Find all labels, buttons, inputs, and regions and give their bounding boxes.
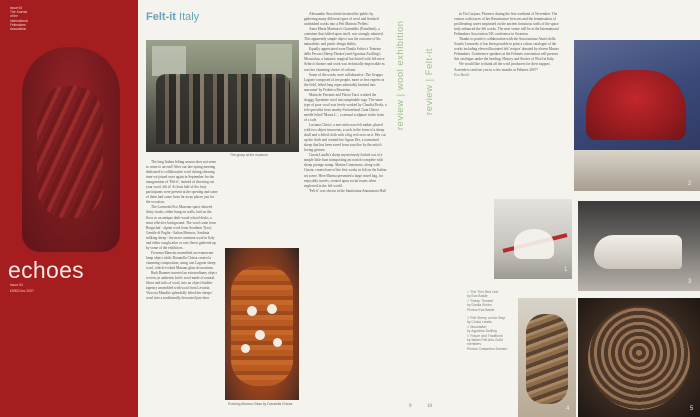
- photo-caption: Evolving Murano Glass by Donatella Chiesa: [228, 402, 293, 406]
- paragraph: Maria de Ferrante and Flavia Turci worked the shaggy Apennine wool into unspinable rugs. The same type of poor wool was freely worked by Claudia Pirola, a felt specialist from nearby Switzerland. Gaia Chirici needle felted 'Maura L.', a sensual sculpture in the form of a sole.: [304, 92, 387, 122]
- magazine-cover: [0, 0, 138, 417]
- glass-spot: [267, 304, 277, 314]
- section-label-left: review | wool exhibition: [395, 20, 406, 130]
- cover-tagline: [10, 6, 50, 31]
- paragraph: Thanks to positive collaboration with the Associazione Amici della Scuola Leonardo, it has been possible to print a colour catalogue of the works including eleven illustrated felt 'recipes' donated by eleven Master Feltmakers. Conference speakers at the Feltmex convention will present this catalogue under the heading: History and Stories of Wool in Italy.: [454, 37, 559, 62]
- cover-tag-line: International: [10, 18, 28, 23]
- credit-line: Photos Costantino Dolmen: [467, 346, 508, 351]
- cover-tag-line: Association: [10, 27, 27, 32]
- credit-line: by Danila Schiro: [467, 303, 492, 308]
- paragraph: Some of the works were collaborative. The Gruppo Lagone composed of ten people, more or less experts in the field, felted long ropes admirably knotted into macrame' by Federica Passerino.: [304, 72, 385, 92]
- cover-tag-line: Feltmakers: [10, 22, 26, 27]
- credit-line: by Agostina Zwilling: [467, 329, 497, 334]
- cover-artwork-texture: [37, 86, 103, 218]
- photo-number: 3: [688, 279, 692, 285]
- credit-line: 1 'The Thin Red Line': [467, 290, 499, 294]
- article-title-bold: Felt-it: [146, 11, 176, 23]
- paragraph: The Lorenzini Eco Museum space showed thirty works, either hung on walls, laid on the floor or on antique dark-wood school desks, a most effective background. The wool came from Bergschaf - alpine wool from Southern Tyrol, Gentile di Puglia - Italian Merinos, Sardinia milking sheep - the more common wool in Italy and either sought after or rare fleece gathered up by some of the exhibitors.: [146, 205, 217, 250]
- author-signature: Eva Basile: [454, 72, 470, 77]
- felt-hat: [586, 70, 686, 140]
- article-column-3: [454, 12, 560, 78]
- felt-vessel: [231, 266, 293, 386]
- page-number-right: 10: [427, 404, 432, 409]
- murano-glass-photo: [225, 248, 299, 400]
- credit-line: by Eva Basile: [467, 294, 488, 299]
- credit-line: 2 'Sheep Theatre': [467, 298, 494, 303]
- credit-line: Photos Eva Basile: [467, 307, 495, 312]
- white-form: [514, 229, 554, 259]
- credit-line: 5 'Future and Traditions': [467, 333, 504, 338]
- paragraph: Equally appreciated were Danila Schiro's Teatrino delle Pecore (Sheep Theatre) and Agostina Zwilling's Moustafun, a fantastic magical hat dotted with felt mice. Schiro's theatre and work was technically impeccable as was her charming choice of colours.: [304, 47, 386, 72]
- glass-spot: [241, 344, 250, 353]
- article-title: [146, 11, 199, 23]
- felt-slipper: [594, 235, 682, 269]
- article-title-rest: Italy: [175, 11, 200, 23]
- cover-tag-line: of the: [10, 14, 18, 19]
- paragraph: Anna Maria Marinaro's Gratuiddio (Pamflenti), a container that folded upon itself, was strongly admired. This apparently simple object was the outcome of his naturalistic and poetic design ability.: [304, 27, 384, 47]
- paragraph: The long Italian felting season does not seem to come to an end! After our late spring meeting dedicated to collaborative wool during shearing time we joined once again in September for the inauguration of 'Felt-it', instead of throwing out your wool, felt it! At least half of the forty participants were present at the opening and some of them had come from far away places just for the occasion.: [146, 160, 218, 205]
- felt-base: [574, 150, 700, 191]
- felt-ropes: [588, 306, 690, 410]
- photo-sheep-theatre: [574, 40, 700, 191]
- credit-line: by Cinzia Landis: [467, 320, 492, 325]
- photo-future-traditions: [578, 298, 700, 417]
- photo-window: [256, 44, 292, 78]
- credit-line: 4 'Moustafun': [467, 324, 487, 329]
- group-photo: [146, 40, 299, 152]
- photo-felt-sheep: [578, 201, 700, 291]
- paragraph: Fiorenza Mancini assembled an evanescent lamp object while Donatella Chiesa created a charming composition, using cast Lagorai sheep wool, which evoked Murano glass decorations.: [146, 250, 216, 270]
- cover-price: £5/€8 Nov 2007: [10, 289, 34, 293]
- photo-window: [152, 46, 186, 76]
- credit-line: 3 'Felt Sheep on the Step': [467, 316, 506, 321]
- article-column-1: [146, 160, 218, 301]
- glass-spot: [247, 306, 257, 316]
- paragraph: Ruth Baumer inserted an extraordinary object woven, in authentic knit's wool made of natural fibres and tufts of wool, into an object-builder tapestry assembled with wool from Lessinia Vitaccia Maudito splendidly felted her sheeps' wool into a traditionally decorated jute door: [146, 271, 217, 301]
- photo-number: 4: [566, 406, 570, 412]
- photo-caption: The group at the museum: [230, 153, 268, 157]
- glass-spot: [255, 330, 265, 340]
- paragraph: 'Felt-it' was shown in the Santissima Annunziata Hall: [309, 188, 386, 193]
- photo-number: 5: [690, 406, 694, 412]
- paragraph: Cinzia Landis's sheep mysteriously looked out of a simple little boat transporting an ostrich-complete with sheep portage stamp. Marina Contestano, along with Cinzia, created one of the first works in felt on the Italian art scene. Here Marina presented a large travel bag, for enjoyably travels, created upon social issues often neglected in the felt world.: [304, 153, 387, 188]
- paragraph: in Via Carjona, Florence during the first weekend of November. The contact with traces of her Renaissance frescoes and the feminisation of proliferating wares imprinted on the ancient fortuitous walls of the space truly enhanced the felt works. The next venue will be at the International Feltmakers Association UK conference in Swansea.: [454, 12, 559, 37]
- cover-issue: Issue 64: [10, 283, 23, 287]
- credit-line: by Italian Felt Arts Guild: [467, 338, 503, 343]
- photo-moustafun: [518, 298, 576, 417]
- credit-line: members: [467, 342, 482, 347]
- paragraph: Alessandro Stocchiotti insisted the public by gathering many different types of wool and finished unfinished works into a Felt Mattoni 'Pellets'.: [304, 12, 379, 27]
- photo-number: 1: [564, 267, 568, 273]
- glass-spot: [273, 338, 282, 347]
- paragraph: We would like to thank all the wool producers for their support. Arrivederci and see you in a few months at Feltmex 2007!: [454, 62, 551, 72]
- cover-masthead: echoes: [8, 257, 84, 283]
- paragraph: Luciana Chirici, a non-artist non-felt maker, placed with two object innocents, a sock in the form of a sheep skull and a felted cloth with a big red cross on it. Her cut up the cloth and created her Agnus Dei, a tormented sheep that has been saved from sacrifice by the artist's loving gesture.: [304, 123, 386, 153]
- cover-tag-line: The Journal: [10, 10, 27, 15]
- section-label-right: review | Felt-it: [424, 48, 435, 115]
- page-number-left: 9: [409, 404, 412, 409]
- photo-number: 2: [688, 181, 692, 187]
- article-column-2: [304, 12, 387, 194]
- cover-tag-top: Issue 64: [10, 6, 23, 10]
- photo-people: [156, 74, 290, 144]
- felt-sculpture: [526, 314, 568, 404]
- photo-thin-red-line: [494, 199, 572, 279]
